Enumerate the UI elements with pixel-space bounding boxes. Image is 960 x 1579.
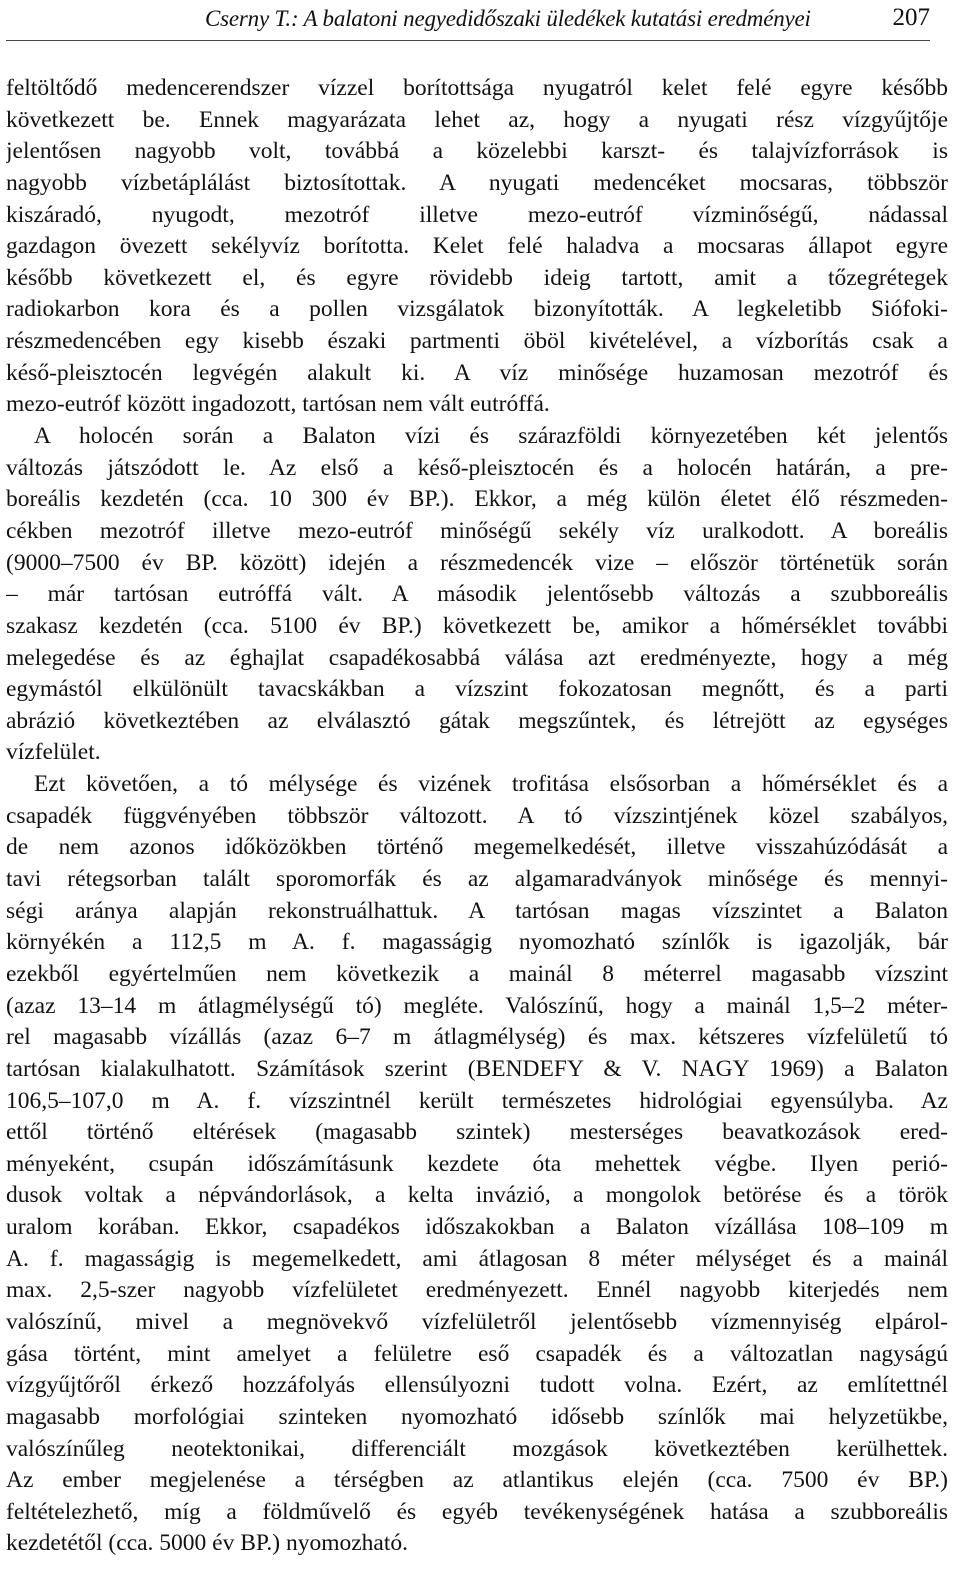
text-line: (9000–7500 év BP. között) idején a részmedencék vize – először történetük során: [6, 549, 948, 576]
text-line: de nem azonos időközökben történő megemelkedését, illetve visszahúzódását a: [6, 834, 948, 861]
text-line: Ezt követően, a tó mélysége és vizének trofitása elsősorban a hőmérséklet és a: [34, 771, 948, 798]
text-line: vízgyűjtőről érkező hozzáfolyás ellensúlyozni tudott volna. Ezért, az említettnél: [6, 1372, 948, 1399]
text-line: A. f. magasságig is megemelkedett, ami átlagosan 8 méter mélységet és a mainál: [6, 1245, 948, 1272]
text-line: (azaz 13–14 m átlagmélységű tó) megléte. Valószínű, hogy a mainál 1,5–2 méter-: [6, 992, 948, 1019]
text-line: egymástól elkülönült tavacskákban a vízszint fokozatosan megnőtt, és a parti: [6, 676, 948, 703]
text-line: feltöltődő medencerendszer vízzel borítottsága nyugatról kelet felé egyre később: [6, 75, 948, 101]
text-line: részmedencében egy kisebb északi partmenti öböl kivételével, a vízborítás csak a: [6, 328, 948, 355]
text-line: magasabb morfológiai szinteken nyomozható idősebb színlők mai helyzetükbe,: [6, 1403, 948, 1430]
page-number: 207: [892, 4, 930, 31]
text-line: melegedése és az éghajlat csapadékosabbá válása azt eredményezte, hogy a még: [6, 644, 948, 671]
text-line: cékben mezotróf illetve mezo-eutróf minőségű sekély víz uralkodott. A boreális: [6, 517, 948, 544]
text-line: rel magasabb vízállás (azaz 6–7 m átlagmélység) és max. kétszeres vízfelületű tó: [6, 1024, 948, 1051]
text-line: szakasz kezdetén (cca. 5100 év BP.) következett be, amikor a hőmérséklet további: [6, 612, 948, 639]
body-text: [6, 73, 948, 1560]
header-rule: [6, 40, 930, 41]
text-line: késő-pleisztocén legvégén alakult ki. A víz minősége huzamosan mezotróf és: [6, 359, 948, 386]
text-line: csapadék függvényében többször változott. A tó vízszintjének közel szabályos,: [6, 802, 948, 829]
text-line: ettől történő eltérések (magasabb szintek) mesterséges beavatkozások ered-: [6, 1119, 948, 1146]
text-line: valószínűleg neotektonikai, differenciált mozgások következtében kerülhettek.: [6, 1435, 948, 1462]
text-line: jelentősen nagyobb volt, továbbá a közelebbi karszt- és talajvízforrások is: [6, 138, 948, 165]
text-line: feltételezhető, míg a földművelő és egyéb tevékenységének hatása a szubboreális: [6, 1498, 948, 1525]
text-line: gazdagon övezett sekélyvíz borította. Kelet felé haladva a mocsaras állapot egyre: [6, 233, 948, 260]
text-line: – már tartósan eutróffá vált. A második jelentősebb változás a szubboreális: [6, 581, 948, 608]
text-line: vízfelület.: [6, 739, 101, 766]
text-line: radiokarbon kora és a pollen vizsgálatok bizonyították. A legkeletibb Siófoki-: [6, 296, 948, 323]
text-line: kezdetétől (cca. 5000 év BP.) nyomozható.: [6, 1530, 408, 1557]
text-line: ezekből egyértelműen nem következik a mainál 8 méterrel magasabb vízszint: [6, 960, 948, 987]
text-line: ségi aránya alapján rekonstruálhattuk. A tartósan magas vízszintet a Balaton: [6, 897, 948, 924]
text-line: valószínű, mivel a megnövekvő vízfelületről jelentősebb vízmennyiség elpárol-: [6, 1308, 948, 1335]
text-line: gása történt, mint amelyet a felületre eső csapadék és a változatlan nagyságú: [6, 1340, 948, 1367]
text-line: később következett el, és egyre rövidebb ideig tartott, amit a tőzegrétegek: [6, 264, 948, 291]
text-line: mezo-eutróf között ingadozott, tartósan nem vált eutróffá.: [6, 391, 550, 418]
text-line: következett be. Ennek magyarázata lehet az, hogy a nyugati rész vízgyűjtője: [6, 106, 948, 133]
text-line: uralom korában. Ekkor, csapadékos időszakokban a Balaton vízállása 108–109 m: [6, 1214, 948, 1241]
text-line: tartósan kialakulhatott. Számítások szerint (BENDEFY & V. NAGY 1969) a Balaton: [6, 1055, 948, 1082]
text-line: tavi rétegsorban talált sporomorfák és az algamaradványok minősége és mennyi-: [6, 866, 948, 893]
text-line: ményeként, csupán időszámításunk kezdete óta mehettek végbe. Ilyen perió-: [6, 1150, 948, 1177]
text-line: Az ember megjelenése a térségben az atlantikus elején (cca. 7500 év BP.): [6, 1467, 948, 1494]
running-head: Cserny T.: A balatoni negyedidőszaki üledékek kutatási eredményei: [205, 6, 811, 31]
text-line: abrázió következtében az elválasztó gátak megszűntek, és létrejött az egységes: [6, 707, 948, 734]
text-line: dusok voltak a népvándorlások, a kelta invázió, a mongolok betörése és a török: [6, 1182, 948, 1209]
text-line: környékén a 112,5 m A. f. magasságig nyomozható színlők is igazolják, bár: [6, 929, 948, 956]
text-line: A holocén során a Balaton vízi és szárazföldi környezetében két jelentős: [34, 423, 948, 450]
text-line: max. 2,5-szer nagyobb vízfelületet eredményezett. Ennél nagyobb kiterjedés nem: [6, 1277, 948, 1304]
text-line: változás játszódott le. Az első a késő-pleisztocén és a holocén határán, a pre-: [6, 454, 948, 481]
text-line: kiszáradó, nyugodt, mezotróf illetve mezo-eutróf vízminőségű, nádassal: [6, 201, 948, 228]
text-line: nagyobb vízbetáplálást biztosítottak. A nyugati medencéket mocsaras, többször: [6, 169, 948, 196]
text-line: 106,5–107,0 m A. f. vízszintnél került természetes hidrológiai egyensúlyba. Az: [6, 1087, 948, 1114]
text-line: boreális kezdetén (cca. 10 300 év BP.). Ekkor, a még külön életet élő részmeden-: [6, 486, 948, 513]
